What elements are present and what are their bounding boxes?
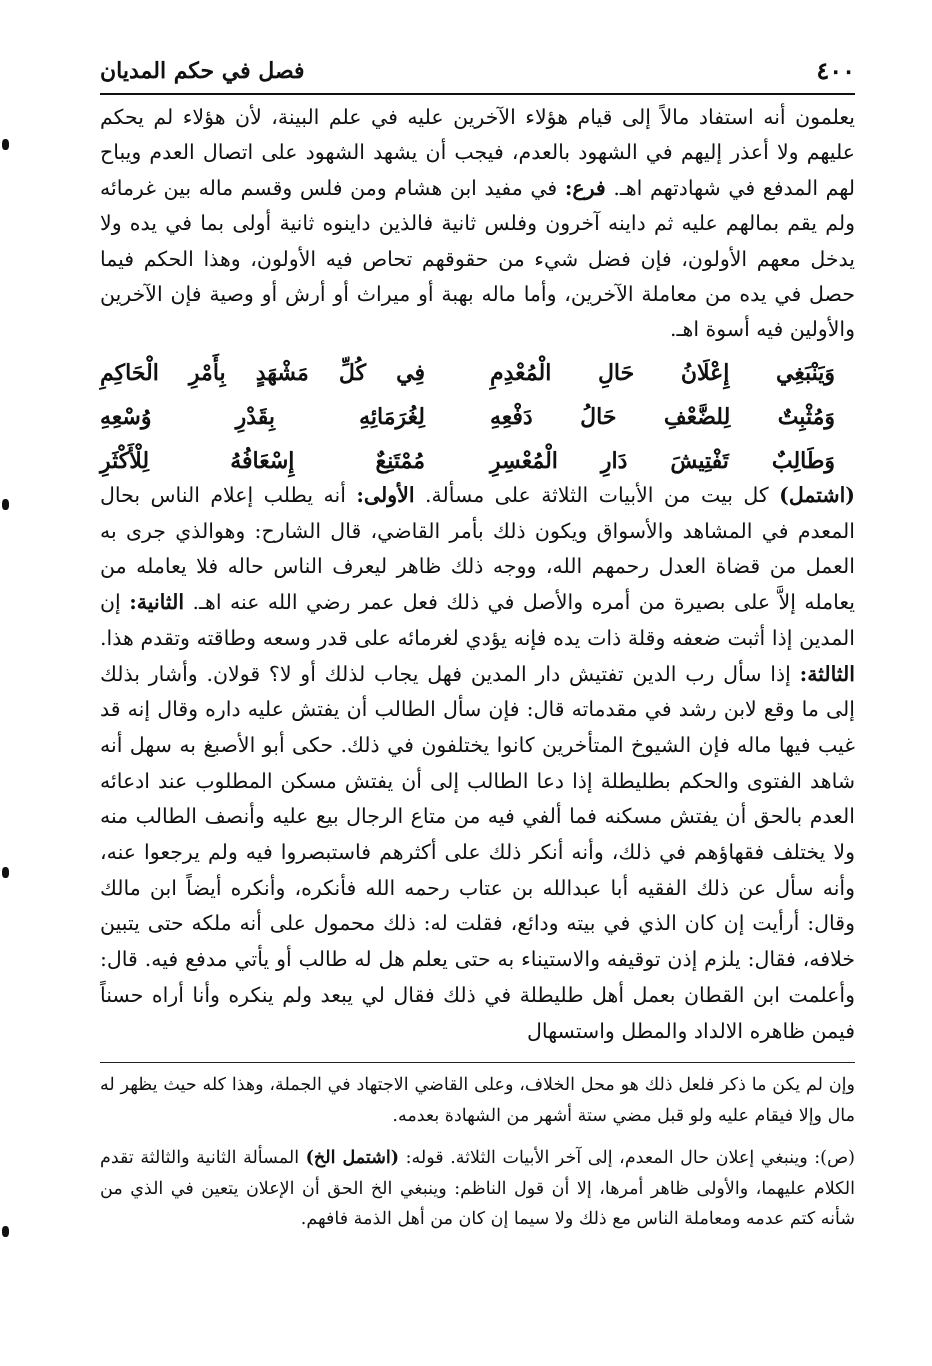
first-issue-label: الأولى: bbox=[356, 483, 415, 507]
third-issue-label: الثالثة: bbox=[799, 661, 855, 686]
footnotes bbox=[100, 1070, 855, 1235]
footnote-label: (اشتمل الخ) bbox=[305, 1148, 399, 1168]
margin-mark bbox=[2, 139, 9, 150]
verse-line bbox=[100, 396, 855, 440]
footnote-paragraph: وإن لم يكن ما ذكر فلعل ذلك هو محل الخلاف، وعلى القاضي الاجتهاد في الجملة، وهذا كله حيث يظهر له مال وإلا فيقام عليه ولو قبل مضي ستة أشهر من الشهادة بعدمه. bbox=[100, 1075, 855, 1126]
verse-first-hemistich: وَمُثْبِتٌ لِلضَّعْفِ حَالُ دَفْعِهِ bbox=[490, 404, 835, 430]
footnote-text: المسألة الثانية والثالثة تقدم الكلام عليهما، والأولى ظاهر أمرها، إلا أن قول الناظم: وينبغي الخ الحق أن الإعلان يتعين في الذي من شأنه كتم عدمه ومعاملة الناس مع ذلك ولا سيما إن كان من أهل الذمة فافهم. bbox=[100, 1148, 855, 1229]
footnote-intro: (ص): وينبغي إعلان حال المعدم، إلى آخر الأبيات الثلاثة. قوله: bbox=[405, 1148, 855, 1168]
verse-line bbox=[100, 352, 855, 396]
footnote-divider bbox=[100, 1062, 855, 1063]
verse-second-hemistich: فِي كُلِّ مَشْهَدٍ بِأَمْرِ الْحَاكِمِ bbox=[100, 360, 425, 386]
page-number: ٤٠٠ bbox=[816, 56, 855, 85]
verse-first-hemistich: وَطَالِبٌ تَفْتِيشَ دَارِ الْمُعْسِرِ bbox=[490, 448, 835, 474]
third-issue-text: إذا سأل رب الدين تفتيش دار المدين فهل يجاب لذلك أو لا؟ قولان. وأشار بذلك إلى ما وقع لابن رشد في مقدماته قال: فإن سأل الطالب أن يفتش عليه داره وقال إنه قد غيب فيها ماله فإن الشيوخ المتأخرين كانوا يختلفون في ذلك. حكى أبو الأصبغ به سهل أنه شاهد الفتوى والحكم بطليطلة إذا دعا الطالب إلى أن يفتش مسكن المطلوب عند ادعائه العدم بالحق أن يفتش مسكنه فما ألفي فيه من متاع الرجال بيع عليه وأنصف الطالب منه ولا يختلف فقهاؤهم في ذلك، وأنه أنكر ذلك على أكثرهم فاستبصروا فيه ولم يرجعوا عنه، وأنه سأل عن ذلك الفقيه أبا عبدالله بن عتاب رحمه الله فأنكره، وأنكره أيضاً ابن مالك وقال: أرأيت إن كان الذي في بيته ودائع، فقلت له: ذلك محمول على أنه ملكه حتى يتبين خلافه، فقال: يلزم إذن توقيفه والاستيناء به حتى يعلم هل له طالب أو يأتي مدفع فيه. قال: وأعلمت ابن القطان بعمل أهل طليطلة في ذلك فقال لي يبعد ولم ينكره وأنا أراه حسناً فيمن ظاهره الالداد والمطل واستسهال bbox=[100, 661, 855, 1043]
margin-mark bbox=[2, 1226, 9, 1237]
far-text: في مفيد ابن هشام ومن فلس وقسم ماله بين غرمائه ولم يقم بمالهم عليه ثم داينه آخرون وفلس ثانية فالذين داينوه ثانية أولى بما في يده ولا يدخل معهم الأولون، فإن فضل شيء من حقوقهم تحاص فيه الأولون، وهذا الحكم فيما حصل في يده من معاملة الآخرين، وأما ماله بهبة أو ميراث أو أرش أو وصية فإن الآخرين والأولين فيه أسوة اهـ. bbox=[100, 175, 855, 342]
verse-second-hemistich: مُمْتَنِعٌ إِسْعَافُهُ لِلْأَكْثَرِ bbox=[100, 448, 425, 474]
margin-mark bbox=[2, 499, 9, 510]
commentary-text bbox=[100, 478, 855, 1049]
verse-first-hemistich: وَيَنْبَغِي إِعْلَانُ حَالِ الْمُعْدِمِ bbox=[490, 360, 835, 386]
page-header bbox=[100, 52, 855, 92]
second-issue-text: إن المدين إذا أثبت ضعفه وقلة ذات يده فإنه يؤدي لغرمائه على قدر وسعه وطاقته وتقدم هذا. bbox=[100, 590, 855, 650]
ishtamal-label: (اشتمل) bbox=[779, 483, 855, 507]
margin-mark bbox=[2, 867, 9, 878]
footnote-spacer bbox=[100, 1131, 855, 1143]
header-divider bbox=[100, 93, 855, 95]
commentary-intro: كل بيت من الأبيات الثلاثة على مسألة. bbox=[424, 483, 769, 507]
verse-second-hemistich: لِغُرَمَائِهِ بِقَدْرِ وُسْعِهِ bbox=[100, 404, 425, 430]
first-issue-text: أنه يطلب إعلام الناس بحال المعدم في المشاهد والأسواق ويكون ذلك بأمر القاضي، قال الشارح: وهوالذي جرى به العمل من قضاة العدل رحمهم الله، ووجه ذلك ظاهر ليعرف الناس حاله فلا يعامله من يعامله إلاَّ على بصيرة من أمره والأصل في ذلك فعل عمر رضي الله عنه اهـ. bbox=[100, 483, 855, 615]
footnote-paragraph bbox=[100, 1143, 855, 1235]
far-label: فرع: bbox=[564, 175, 606, 200]
running-title: فصل في حكم المديان bbox=[100, 58, 305, 84]
poem-verses bbox=[100, 352, 855, 484]
paragraph-text: يعلمون أنه استفاد مالاً إلى قيام هؤلاء الآخرين عليه في علم البينة، لأن هؤلاء لم يحكم عليهم ولا أعذر إليهم في الشهود بالعدم، فيجب أن يشهد الشهود على اتصال العدم ويباح لهم المدفع في شهادتهم اهـ. bbox=[100, 105, 855, 200]
main-text bbox=[100, 100, 855, 348]
commentary-paragraph bbox=[100, 478, 855, 1049]
main-paragraph bbox=[100, 100, 855, 348]
second-issue-label: الثانية: bbox=[129, 590, 185, 615]
